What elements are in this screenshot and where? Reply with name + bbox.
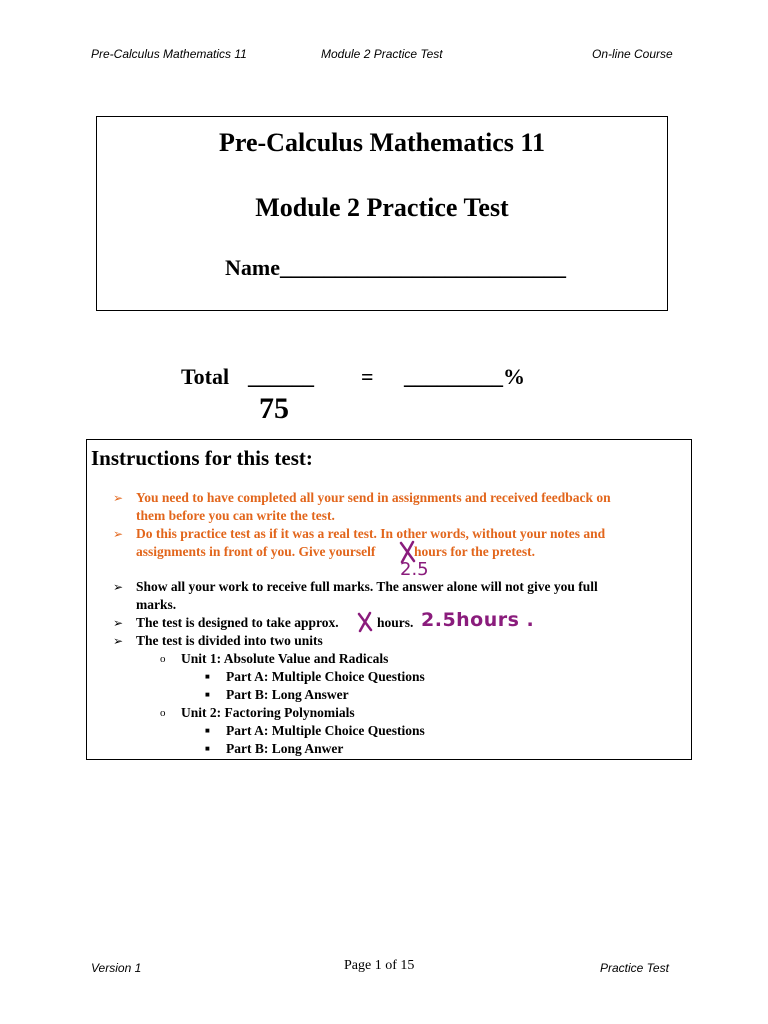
instruction-text: assignments in front of you. Give yourself <box>136 544 376 559</box>
total-denominator: 75 <box>259 392 289 425</box>
unit-part: Part A: Multiple Choice Questions <box>226 669 425 684</box>
arrow-bullet-icon: ➢ <box>113 580 124 594</box>
square-bullet-icon: ■ <box>205 672 210 681</box>
instruction-text: hours. <box>377 615 414 630</box>
unit-part: Part B: Long Answer <box>226 687 349 702</box>
instruction-text: Do this practice test as if it was a real test. In other words, without your notes and <box>136 526 606 541</box>
circle-bullet-icon: o <box>160 707 166 719</box>
unit-label: Unit 2: Factoring Polynomials <box>181 705 355 720</box>
circle-bullet-icon: o <box>160 653 166 665</box>
cross-out-mark-icon <box>356 611 374 633</box>
footer-version: Version 1 <box>91 961 142 975</box>
header-course-type: On-line Course <box>592 47 673 61</box>
page-title: Pre-Calculus Mathematics 11 <box>219 128 545 157</box>
square-bullet-icon: ■ <box>205 726 210 735</box>
page-number: Page 1 of 15 <box>344 958 415 973</box>
unit-part: Part A: Multiple Choice Questions <box>226 723 425 738</box>
instructions-box <box>86 439 692 760</box>
name-field[interactable]: Name__________________________ <box>225 255 566 280</box>
unit-label: Unit 1: Absolute Value and Radicals <box>181 651 389 666</box>
page-subtitle: Module 2 Practice Test <box>255 193 509 222</box>
instruction-text: The test is designed to take approx. <box>136 615 339 630</box>
instruction-text: The test is divided into two units <box>136 633 323 648</box>
total-label: Total <box>181 364 230 389</box>
arrow-bullet-icon: ➢ <box>113 634 124 648</box>
handwritten-note: 2.5hours . <box>421 609 535 631</box>
arrow-bullet-icon: ➢ <box>113 491 124 505</box>
arrow-bullet-icon: ➢ <box>113 616 124 630</box>
square-bullet-icon: ■ <box>205 690 210 699</box>
handwritten-note: 2.5 <box>400 559 429 580</box>
instruction-text: hours for the pretest. <box>414 544 535 559</box>
total-score-blank[interactable]: ______ <box>248 364 314 389</box>
arrow-bullet-icon: ➢ <box>113 527 124 541</box>
instructions-heading: Instructions for this test: <box>91 446 313 470</box>
square-bullet-icon: ■ <box>205 744 210 753</box>
instruction-text: marks. <box>136 597 177 612</box>
instruction-text: You need to have completed all your send in assignments and received feedback on <box>136 490 611 505</box>
equals-sign: = <box>361 364 374 389</box>
unit-part: Part B: Long Anwer <box>226 741 344 756</box>
percent-blank[interactable]: _________% <box>404 364 525 389</box>
instruction-text: them before you can write the test. <box>136 508 335 523</box>
footer-doc-type: Practice Test <box>600 961 669 975</box>
title-box <box>96 116 668 311</box>
header-document-title: Module 2 Practice Test <box>321 47 443 61</box>
header-course-title: Pre-Calculus Mathematics 11 <box>91 47 247 61</box>
instruction-text: Show all your work to receive full marks. The answer alone will not give you full <box>136 579 598 594</box>
